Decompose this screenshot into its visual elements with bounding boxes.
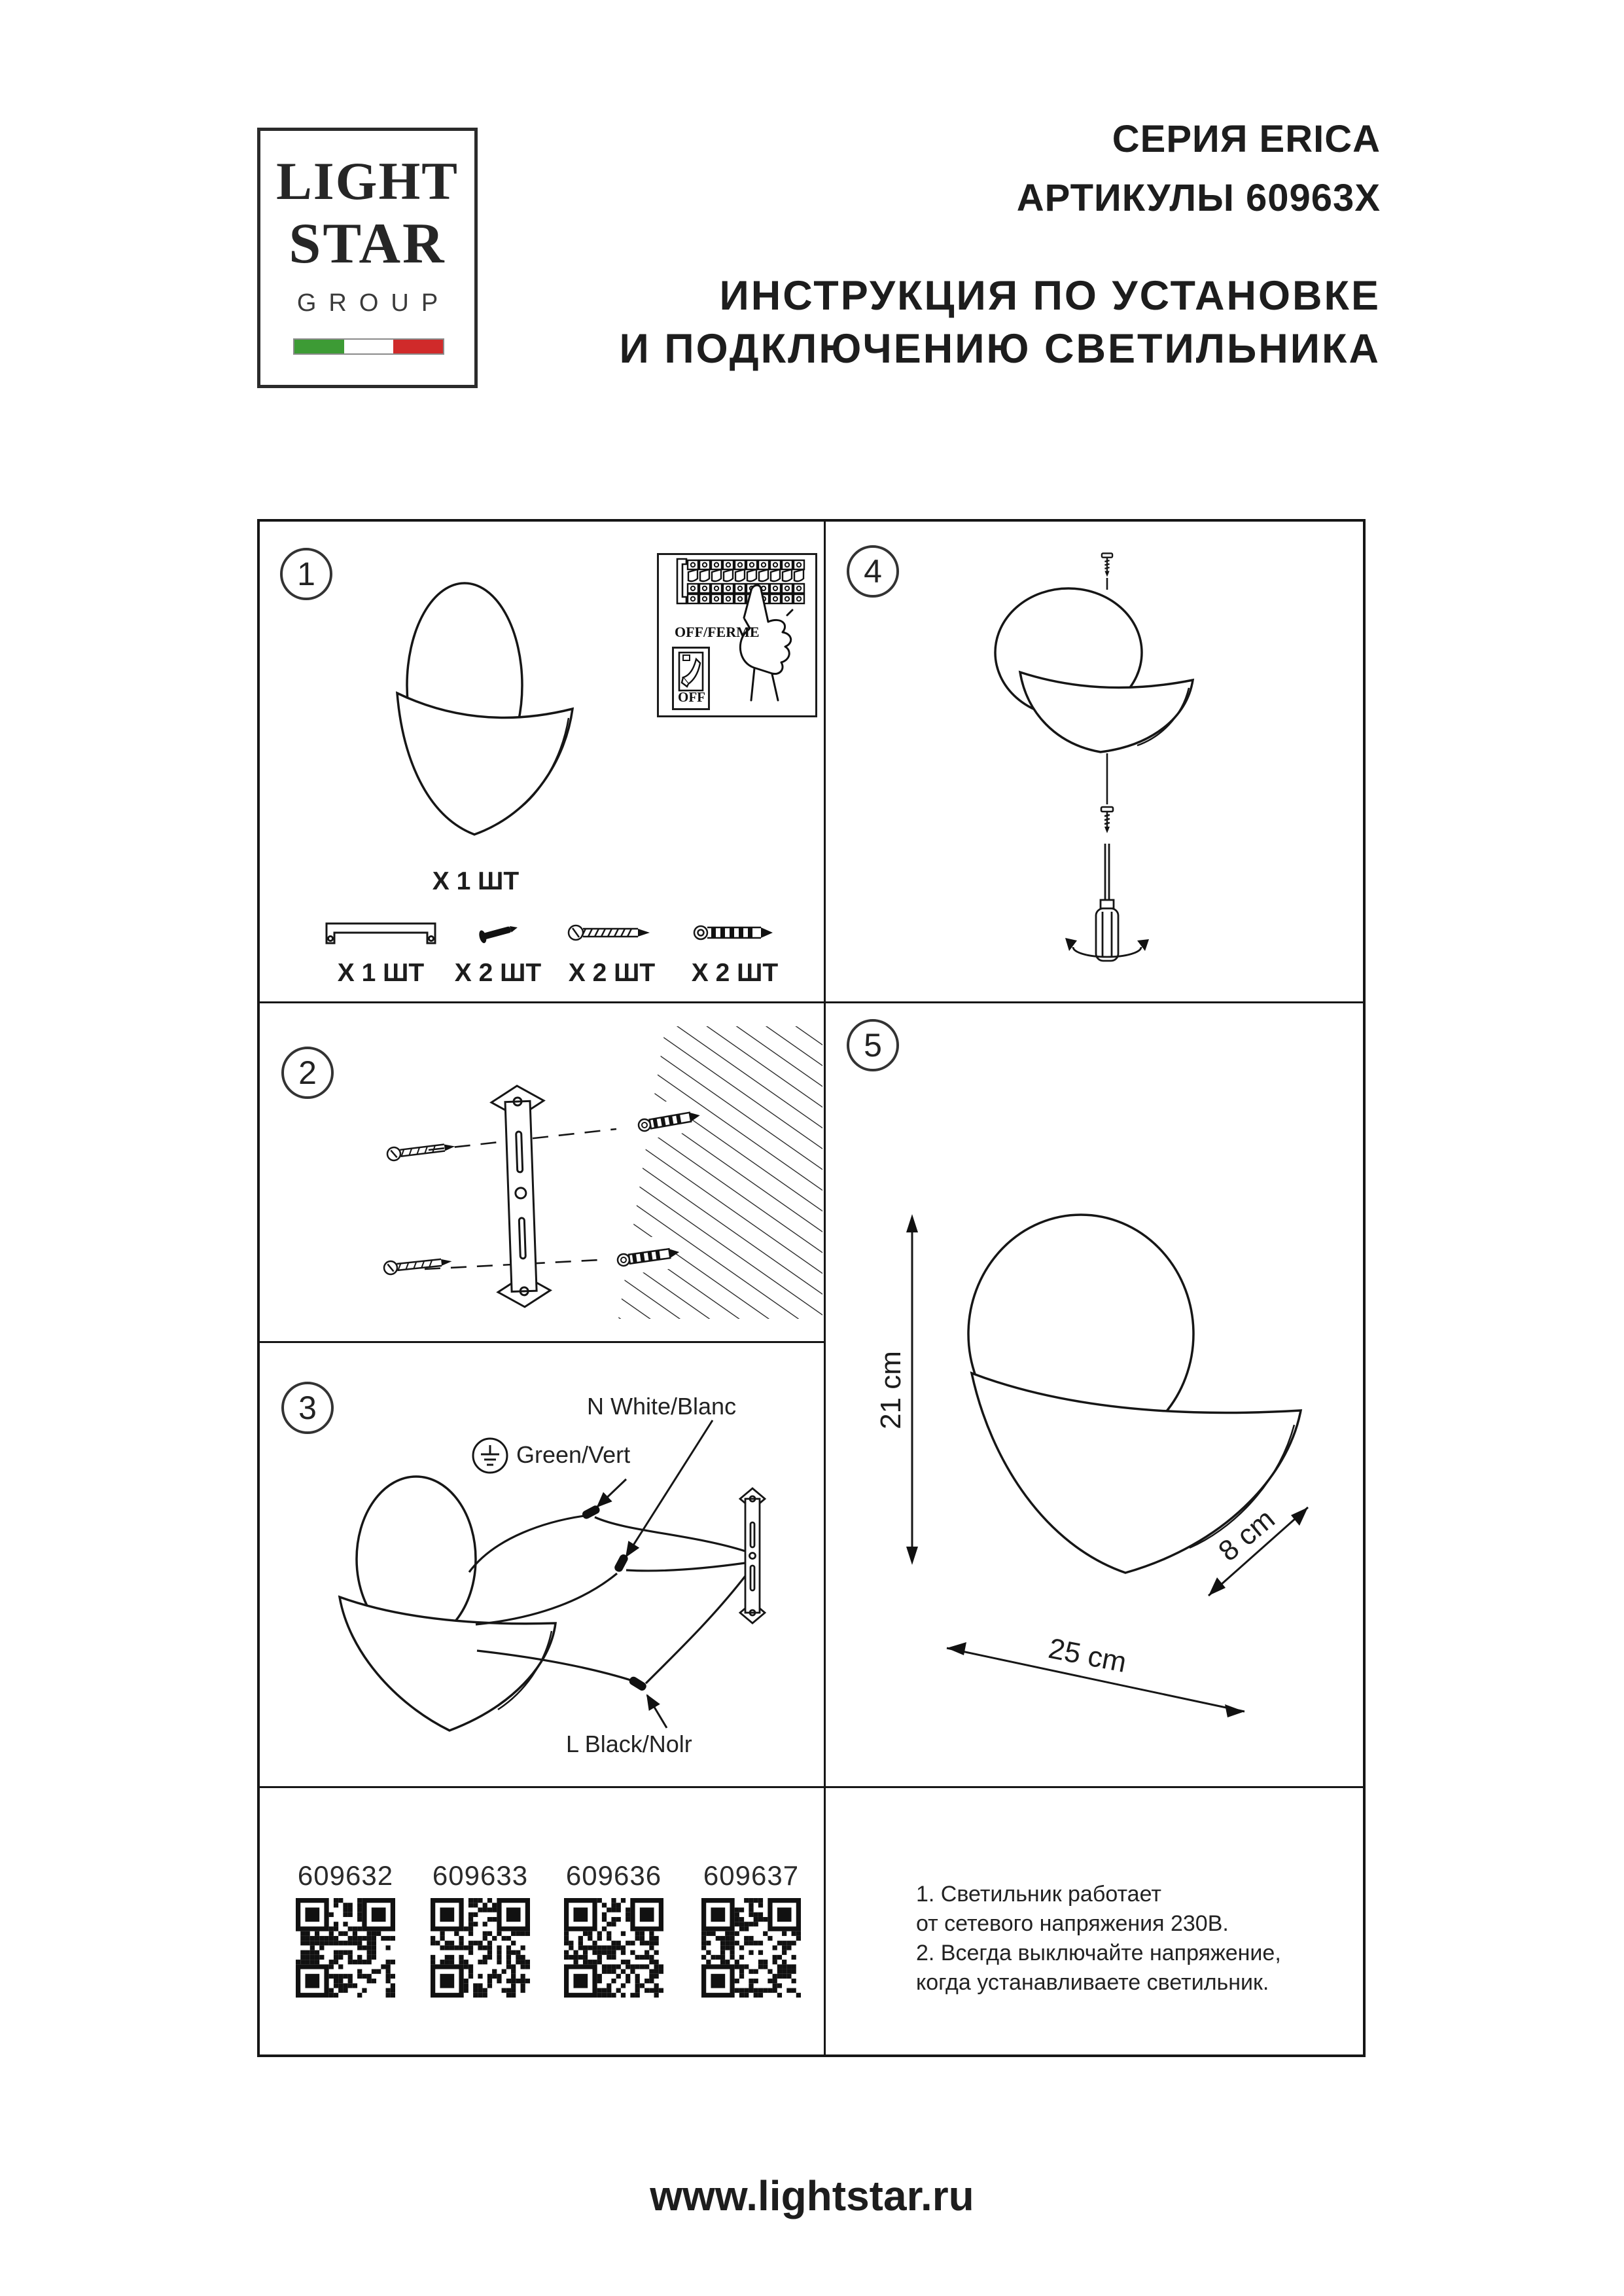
- notes-panel: [826, 1788, 1363, 2054]
- series-title: СЕРИЯ ERICA: [1112, 118, 1381, 160]
- mounting-bracket-drawing: [491, 1085, 551, 1308]
- instruction-title-line2: И ПОДКЛЮЧЕНИЮ СВЕТИЛЬНИКА: [619, 326, 1381, 372]
- note-line: 1. Светильник работает: [916, 1882, 1161, 1907]
- website-url: www.lightstar.ru: [650, 2172, 974, 2219]
- wood-screw-icon: [569, 925, 650, 940]
- ground-wire-label: Green/Vert: [516, 1441, 631, 1468]
- ground-icon: [473, 1439, 507, 1473]
- articles-title: АРТИКУЛЫ 60963X: [1016, 177, 1381, 219]
- logo-word-light: LIGHT: [276, 151, 459, 211]
- part-qty-wood-screw: X 2 ШТ: [568, 959, 656, 987]
- note-line: 2. Всегда выключайте напряжение,: [916, 1941, 1281, 1965]
- italian-flag-stripe: [293, 338, 444, 355]
- height-dim-label: 21 cm: [874, 1351, 907, 1429]
- step-panel-3: [260, 1343, 826, 1788]
- safety-notes: [916, 1880, 1281, 1998]
- screw-lower: [383, 1255, 453, 1275]
- step-number-3: 3: [281, 1382, 334, 1434]
- height-dimension: [906, 1214, 918, 1565]
- wall-anchor-icon: [694, 926, 773, 939]
- note-line: когда устанавливаете светильник.: [916, 1970, 1269, 1995]
- instruction-steps-grid: [257, 519, 1366, 2057]
- wall-hatch: [618, 1026, 822, 1319]
- step-panel-4: [826, 522, 1363, 1003]
- flag-red-segment: [393, 340, 443, 353]
- step-number-5: 5: [847, 1019, 899, 1071]
- instruction-title-line1: ИНСТРУКЦИЯ ПО УСТАНОВКЕ: [719, 273, 1381, 319]
- wall-switch-icon: [672, 647, 710, 710]
- small-screw-icon: [478, 921, 519, 944]
- logo-word-group: GROUP: [296, 289, 451, 317]
- article-number: 609632: [297, 1860, 394, 1891]
- wiring-drawing: [260, 1343, 826, 1788]
- note-line: от сетевого напряжения 230В.: [916, 1911, 1229, 1936]
- step-number-4: 4: [847, 545, 899, 598]
- step-number-1: 1: [280, 548, 332, 600]
- breaker-off-label: OFF/FERME: [675, 624, 760, 640]
- screw-upper: [387, 1140, 456, 1162]
- step-panel-2: [260, 1003, 826, 1343]
- qr-code: [564, 1898, 663, 1998]
- power-off-inset: [657, 553, 817, 717]
- neutral-wire-label: N White/Blanc: [587, 1393, 737, 1420]
- flag-white-segment: [344, 340, 393, 353]
- width-dim-label: 25 cm: [1046, 1632, 1129, 1679]
- logo-word-star: STAR: [289, 212, 446, 276]
- bracket-drawing: [740, 1488, 765, 1623]
- step-panel-1: [260, 522, 826, 1003]
- qr-code: [701, 1898, 801, 1998]
- lamp-qty-label: X 1 ШТ: [432, 867, 520, 895]
- flag-green-segment: [294, 340, 344, 353]
- article-number: 609637: [703, 1860, 800, 1891]
- step-number-2: 2: [281, 1047, 334, 1099]
- screwdriver-icon: [1065, 844, 1149, 961]
- depth-dim-label: 8 cm: [1212, 1503, 1281, 1568]
- step-panel-5: [826, 1003, 1363, 1788]
- part-qty-small-screw: X 2 ШТ: [454, 959, 542, 987]
- wire-terminals: [581, 1504, 648, 1692]
- bracket-icon: [327, 924, 435, 943]
- qr-code: [296, 1898, 395, 1998]
- part-qty-bracket: X 1 ШТ: [337, 959, 425, 987]
- switch-off-label: OFF: [678, 689, 705, 705]
- article-number: 609636: [565, 1860, 662, 1891]
- part-qty-anchor: X 2 ШТ: [691, 959, 779, 987]
- qr-codes-panel: [260, 1788, 826, 2054]
- qr-code: [431, 1898, 530, 1998]
- lightstar-logo: [257, 128, 478, 388]
- glass-fixing-drawing: [826, 522, 1363, 1003]
- bracket-mounting-drawing: [260, 1003, 826, 1343]
- article-number: 609633: [432, 1860, 529, 1891]
- live-wire-label: L Black/Nolr: [566, 1731, 692, 1757]
- header: [465, 110, 1381, 376]
